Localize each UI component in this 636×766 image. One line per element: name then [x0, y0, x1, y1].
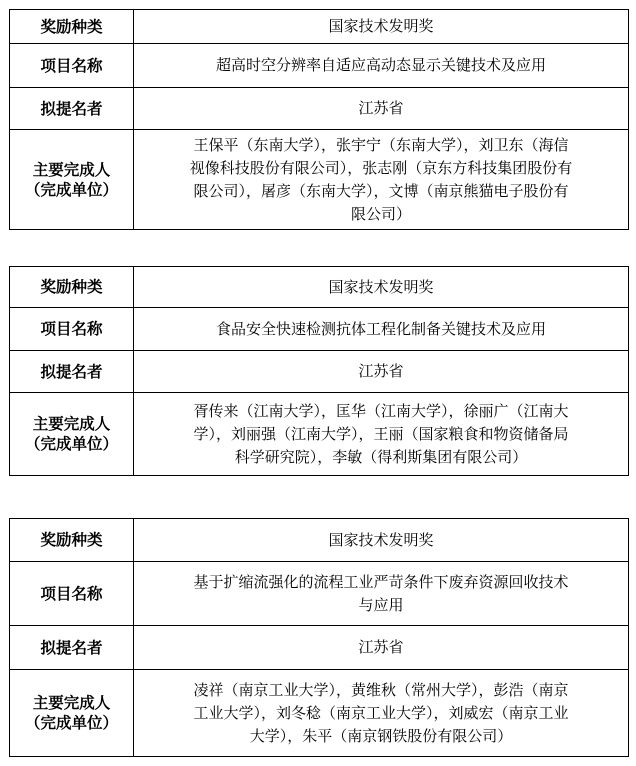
- contributors-line: 凌祥（南京工业大学），黄维秋（常州大学），彭浩（南京: [193, 680, 569, 699]
- contributors-label-sub: （完成单位）: [24, 435, 118, 453]
- project-name-row: [10, 44, 629, 88]
- contributors-line: 限公司），屠彦（东南大学），文博（南京熊猫电子股份有: [193, 181, 569, 200]
- contributors-line: 王保平（东南大学），张宇宁（东南大学），刘卫东（海信: [193, 135, 569, 154]
- nominator-value: 江苏省: [134, 88, 629, 130]
- award-type-label: 奖励种类: [10, 267, 134, 308]
- project-name-line: 基于扩缩流强化的流程工业严苛条件下废弃资源回收技术: [193, 572, 569, 591]
- contributors-label-main: 主要完成人: [32, 415, 111, 433]
- contributors-label-sub: （完成单位）: [24, 714, 118, 732]
- contributors-value: [134, 670, 629, 757]
- contributors-row: [10, 670, 629, 757]
- project-name-row: [10, 562, 629, 626]
- contributors-line: 科学研究院），李敏（得利斯集团有限公司）: [234, 447, 528, 466]
- project-name-line: 与应用: [358, 595, 404, 614]
- award-table-2: [9, 266, 629, 476]
- nominator-value: 江苏省: [134, 351, 629, 393]
- nominator-label: 拟提名者: [10, 626, 134, 670]
- nominator-value: 江苏省: [134, 626, 629, 670]
- award-type-row: [10, 10, 629, 44]
- contributors-row: [10, 130, 629, 230]
- project-name-value: 食品安全快速检测抗体工程化制备关键技术及应用: [134, 308, 629, 351]
- contributors-label: [10, 130, 134, 230]
- nominator-row: [10, 88, 629, 130]
- contributors-line: 限公司）: [350, 204, 411, 223]
- nominator-label: 拟提名者: [10, 351, 134, 393]
- award-type-value: 国家技术发明奖: [134, 519, 629, 562]
- nominator-row: [10, 626, 629, 670]
- contributors-row: [10, 393, 629, 476]
- contributors-label-main: 主要完成人: [32, 694, 111, 712]
- project-name-value: [134, 562, 629, 626]
- contributors-label: [10, 670, 134, 757]
- contributors-line: 工业大学），刘冬稔（南京工业大学），刘威宏（南京工业: [193, 703, 569, 722]
- project-name-row: [10, 308, 629, 351]
- contributors-value: [134, 130, 629, 230]
- contributors-value: [134, 393, 629, 476]
- award-type-row: [10, 519, 629, 562]
- award-table-3: [9, 518, 629, 757]
- project-name-label: 项目名称: [10, 44, 134, 88]
- award-type-row: [10, 267, 629, 308]
- contributors-label-main: 主要完成人: [32, 160, 111, 179]
- project-name-label: 项目名称: [10, 308, 134, 351]
- nominator-label: 拟提名者: [10, 88, 134, 130]
- contributors-label: [10, 393, 134, 476]
- award-type-label: 奖励种类: [10, 10, 134, 44]
- project-name-label: 项目名称: [10, 562, 134, 626]
- contributors-label-sub: （完成单位）: [24, 180, 118, 199]
- contributors-line: 学），刘丽强（江南大学），王丽（国家粮食和物资储备局: [193, 424, 569, 443]
- project-name-value: 超高时空分辨率自适应高动态显示关键技术及应用: [134, 44, 629, 88]
- nominator-row: [10, 351, 629, 393]
- contributors-line: 视像科技股份有限公司），张志刚（京东方科技集团股份有: [189, 158, 573, 177]
- award-type-value: 国家技术发明奖: [134, 267, 629, 308]
- contributors-line: 大学），朱平（南京钢铁股份有限公司）: [249, 726, 513, 745]
- award-type-value: 国家技术发明奖: [134, 10, 629, 44]
- award-table-1: [9, 9, 629, 230]
- contributors-line: 胥传来（江南大学），匡华（江南大学），徐丽广（江南大: [193, 401, 569, 420]
- award-type-label: 奖励种类: [10, 519, 134, 562]
